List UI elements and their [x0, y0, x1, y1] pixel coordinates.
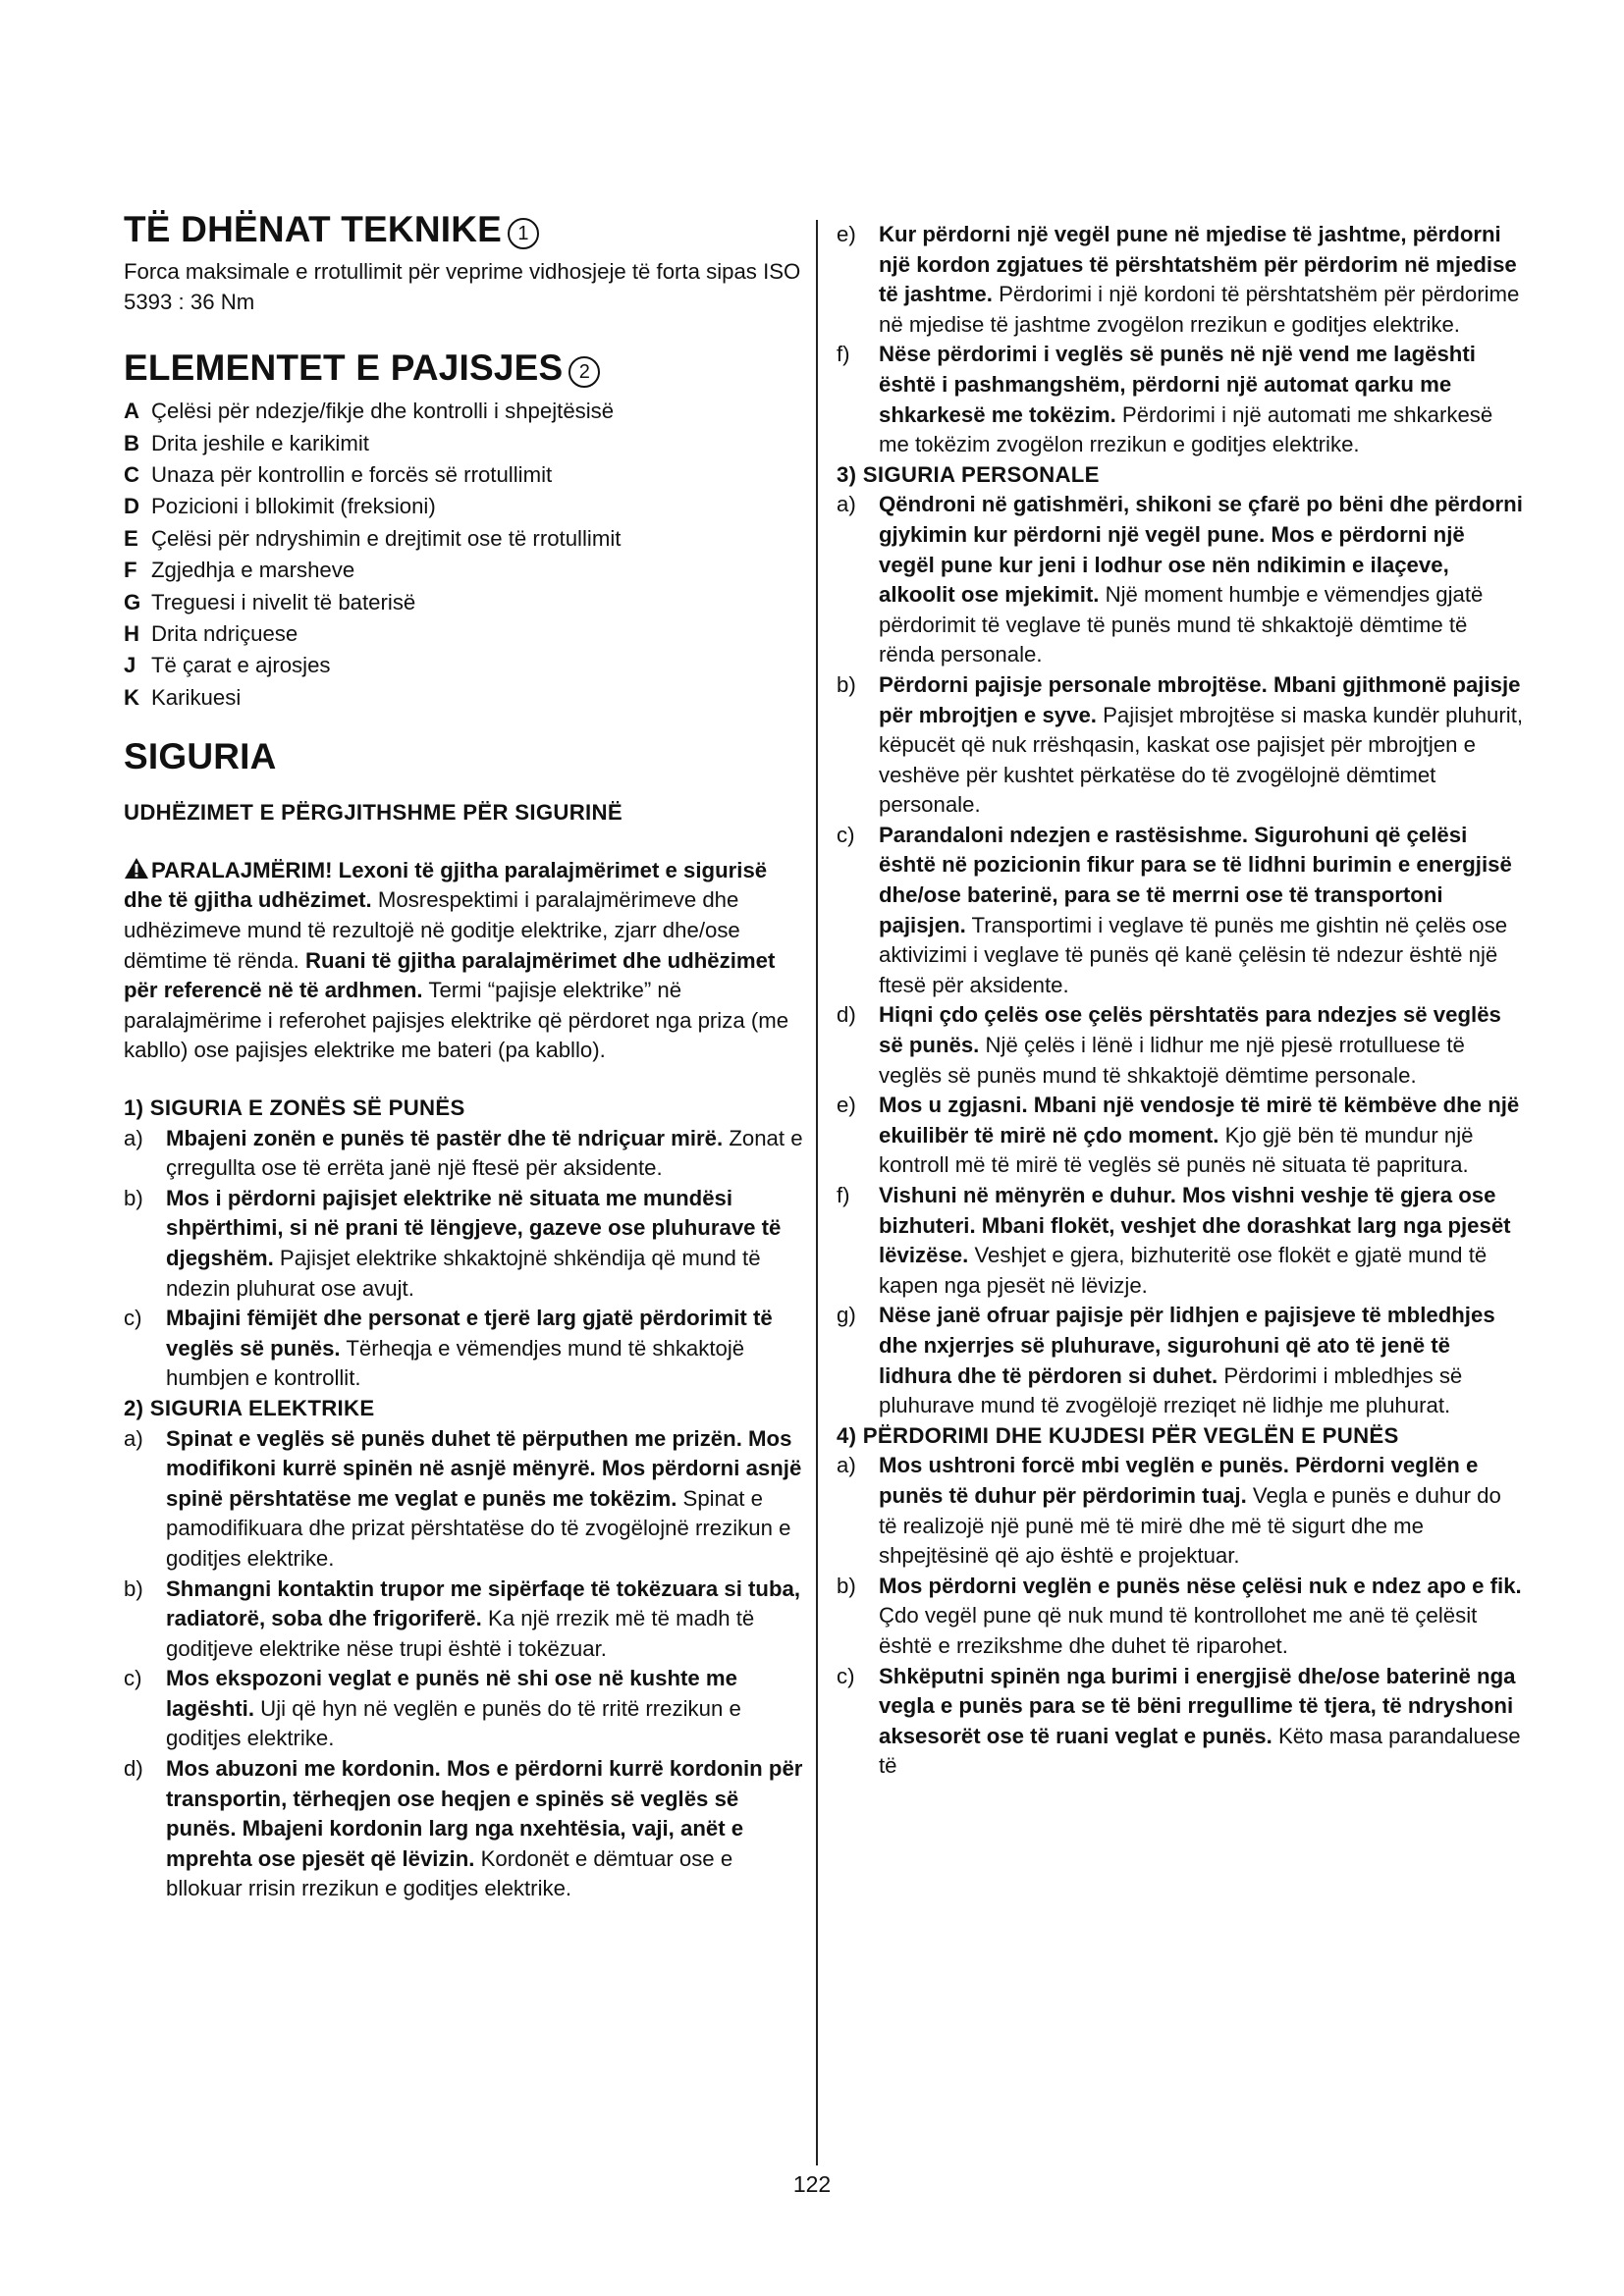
item-label: b) — [837, 671, 856, 697]
legend-text: Pozicioni i bllokimit (freksioni) — [151, 494, 436, 519]
legend-letter: C — [124, 462, 140, 487]
item-label: c) — [837, 822, 855, 847]
legend-letter: D — [124, 494, 140, 519]
warning-text: Mosrespektimi i paralajmërimeve dhe udhëzimeve mund të rezultojë në goditje elektrike, zjarr dhe/ose dëmtime të rënda. — [124, 887, 740, 973]
column-divider — [816, 220, 818, 2165]
list-item — [837, 220, 1524, 340]
legend-item — [124, 650, 811, 681]
item-bold-text: Qëndroni në gatishmëri, shikoni se çfarë po bëni dhe përdorni gjykimin kur përdorni një vegël pune. Mos e përdorni një vegël pune kur jeni i lodhur ose nën ndikimin e ilaçeve, alkoolit ose mjekimit. — [879, 492, 1523, 608]
item-bold-text: Shkëputni spinën nga burimi i energjisë dhe/ose baterinë nga vegla e punës para se të bëni rregullime të tjera, të ndryshoni aksesorët ose të ruani veglat e punës. — [879, 1663, 1516, 1748]
warning-bold-2: Ruani të gjitha paralajmërimet dhe udhëzimet për referencë në të ardhmen. — [124, 947, 776, 1003]
list-item — [837, 1662, 1524, 1782]
elements-heading — [124, 347, 811, 390]
item-bold-text: Mos ekspozoni veglat e punës në shi ose në kushte me lagështi. — [166, 1666, 737, 1721]
item-label: e) — [837, 1093, 856, 1118]
technical-data-heading — [124, 208, 811, 251]
item-text: Çdo vegël pune që nuk mund të kontrollohet me anë të çelësit është e rrezikshme dhe duhet të riparohet. — [879, 1603, 1478, 1658]
figure-ref-badge: 2 — [568, 356, 600, 388]
list-item — [124, 1575, 811, 1665]
item-label: a) — [124, 1425, 143, 1451]
item-label: b) — [837, 1573, 856, 1598]
list-item — [837, 1451, 1524, 1571]
item-text: Veshjet e gjera, bizhuteritë ose flokët e gjatë mund të kapen nga pjesët në lëvizje. — [879, 1243, 1488, 1298]
legend-item — [124, 555, 811, 586]
list-item — [837, 1181, 1524, 1301]
elements-heading-text: ELEMENTET E PAJISJES — [124, 347, 564, 389]
item-label: c) — [124, 1666, 142, 1691]
list-item — [124, 1424, 811, 1575]
warning-bold: PARALAJMËRIM! Lexoni të gjitha paralajmërimet e sigurisë dhe të gjitha udhëzimet. — [124, 857, 768, 913]
item-bold-text: Kur përdorni një vegël pune në mjedise të jashtme, përdorni një kordon zgjatues të përshtatshëm për përdorim në mjedise të jashtme. — [879, 222, 1517, 307]
list-item — [124, 1124, 811, 1184]
legend-letter: E — [124, 525, 138, 551]
item-label: c) — [124, 1306, 142, 1331]
item-bold-text: Nëse janë ofruar pajisje për lidhjen e pajisjeve të mbledhjes dhe nxjerrjes së pluhurave, sigurohuni që ato të jenë të lidhura dhe të përdoren si duhet. — [879, 1303, 1495, 1388]
item-bold-text: Mbajini fëmijët dhe personat e tjerë larg gjatë përdorimit të veglës së punës. — [166, 1306, 773, 1361]
general-safety-heading: UDHËZIMET E PËRGJITHSHME PËR SIGURINË — [124, 800, 623, 826]
item-bold-text: Hiqni çdo çelës ose çelës përshtatës para ndezjes së veglës së punës. — [879, 1002, 1501, 1058]
list-item — [837, 1000, 1524, 1091]
use-care-list — [837, 1451, 1524, 1782]
legend-letter: B — [124, 430, 140, 455]
legend-text: Treguesi i nivelit të baterisë — [151, 589, 416, 614]
item-text: Vegla e punës e duhur do të realizojë një punë më të mirë dhe më të sigurt dhe me shpejtësinë që ajo është e projektuar. — [879, 1482, 1501, 1569]
item-bold-text: Spinat e veglës së punës duhet të përputhen me prizën. Mos modifikoni kurrë spinën në asnjë mënyrë. Mos përdorni asnjë spinë përshtatëse me veglat e punës me tokëzim. — [166, 1425, 802, 1511]
item-label: e) — [837, 222, 856, 246]
legend-item — [124, 396, 811, 427]
item-label: a) — [124, 1125, 143, 1150]
warning-text-2: Termi “pajisje elektrike” në paralajmërime i referohet pajisjes elektrike që përdoret nga priza (me kabllo) ose pajisjes elektrike me bateri (pa kabllo). — [124, 978, 789, 1063]
item-text: Përdorimi i një kordoni të përshtatshëm për përdorime në mjedise të jashtme zvogëlon rrezikun e goditjes elektrike. — [879, 282, 1520, 337]
list-item — [124, 1184, 811, 1304]
work-area-heading: 1) SIGURIA E ZONËS SË PUNËS — [124, 1095, 465, 1120]
item-text: Tërheqja e vëmendjes mund të shkaktojë humbjen e kontrollit. — [166, 1335, 745, 1391]
item-bold-text: Përdorni pajisje personale mbrojtëse. Mbani gjithmonë pajisje për mbrojtjen e syve. — [879, 671, 1521, 727]
legend-letter: K — [124, 684, 140, 710]
legend-letter: G — [124, 589, 141, 614]
legend-letter: F — [124, 558, 137, 583]
item-bold-text: Shmangni kontaktin trupor me sipërfaqe të tokëzuara si tuba, radiatorë, soba dhe frigoriferë. — [166, 1575, 801, 1631]
safety-heading: SIGURIA — [124, 736, 277, 777]
item-text: Zonat e çrregullta ose të errëta janë një ftesë për aksidente. — [166, 1125, 803, 1181]
item-bold-text: Vishuni në mënyrën e duhur. Mos vishni veshje të gjera ose bizhuteri. Mbani flokët, veshjet dhe dorashkat larg nga pjesët lëvizëse. — [879, 1183, 1511, 1268]
item-text: Përdorimi i një automati me shkarkesë me tokëzim zvogëlon rrezikun e goditjes elektrike. — [879, 401, 1493, 457]
list-item — [837, 670, 1524, 821]
item-text: Ka një rrezik më të madh të goditjeve elektrike nëse trupi është i tokëzuar. — [166, 1606, 755, 1661]
list-item — [837, 340, 1524, 459]
list-item — [837, 1572, 1524, 1662]
item-text: Pajisjet mbrojtëse si maska kundër pluhurit, këpucët që nuk rrëshqasin, kaskat ose pajisjet për mbrojtjen e veshëve për kushtet përkatëse do të zvogëlojnë dëmtimet personale. — [879, 702, 1524, 818]
warning-paragraph — [124, 856, 811, 1066]
legend-text: Të çarat e ajrosjes — [151, 653, 331, 678]
legend-item — [124, 523, 811, 555]
legend-text: Karikuesi — [151, 684, 242, 710]
item-label: f) — [837, 342, 850, 367]
right-column — [837, 220, 1524, 1782]
list-item — [124, 1754, 811, 1904]
list-item — [837, 821, 1524, 1001]
item-text: Kordonët e dëmtuar ose e bllokuar rrisin rrezikun e goditjes elektrike. — [166, 1845, 733, 1901]
legend-letter: H — [124, 621, 140, 647]
personal-safety-list — [837, 490, 1524, 1420]
legend-text: Unaza për kontrollin e forcës së rrotullimit — [151, 462, 553, 487]
elements-legend — [124, 396, 811, 714]
item-label: d) — [837, 1002, 856, 1028]
technical-data-text: Forca maksimale e rrotullimit për veprime vidhosjeje të forta sipas ISO 5393 : 36 Nm — [124, 259, 801, 314]
item-text: Përdorimi i mbledhjes së pluhurave mund të zvogëlojë rreziqet në lidhje me pluhurat. — [879, 1362, 1463, 1418]
item-text: Një moment humbje e vëmendjes gjatë përdorimit të veglave të punës mund të shkaktojë dëmtime të rënda personale. — [879, 582, 1484, 667]
warning-triangle-icon — [124, 857, 149, 880]
legend-item — [124, 587, 811, 618]
legend-text: Çelësi për ndryshimin e drejtimit ose të rrotullimit — [151, 525, 622, 551]
legend-item — [124, 459, 811, 491]
item-label: d) — [124, 1756, 143, 1782]
item-bold-text: Mos ushtroni forcë mbi veglën e punës. Përdorni veglën e punës të duhur për përdorimin tuaj. — [879, 1453, 1479, 1508]
legend-text: Zgjedhja e marsheve — [151, 558, 355, 583]
list-item — [837, 1091, 1524, 1181]
list-item — [837, 1301, 1524, 1420]
item-bold-text: Mos u zgjasni. Mbani një vendosje të mirë të këmbëve dhe një ekuilibër të mirë në çdo moment. — [879, 1093, 1520, 1148]
item-label: b) — [124, 1575, 143, 1601]
electrical-list-continued — [837, 220, 1524, 460]
legend-item — [124, 618, 811, 650]
item-text: Këto masa parandaluese të — [879, 1723, 1521, 1779]
left-column — [124, 208, 811, 1904]
item-bold-text: Mos abuzoni me kordonin. Mos e përdorni kurrë kordonin për transportin, tërheqjen ose heqjen e spinës së veglës së punës. Mbajeni kordonin larg nga nxehtësia, vaji, anët e mprehta ose pjesët që lëvizin. — [166, 1756, 803, 1871]
list-item — [124, 1664, 811, 1754]
item-label: a) — [837, 492, 856, 517]
item-text: Një çelës i lënë i lidhur me një pjesë rrotulluese të veglës së punës mund të shkaktojë dëmtime personale. — [879, 1033, 1465, 1088]
item-label: c) — [837, 1663, 855, 1688]
item-text: Pajisjet elektrike shkaktojnë shkëndija që mund të ndezin pluhurat ose avujt. — [166, 1245, 761, 1301]
item-bold-text: Mos përdorni veglën e punës nëse çelësi nuk e ndez apo e fik. — [879, 1573, 1522, 1598]
item-text: Uji që hyn në veglën e punës do të rritë rrezikun e goditjes elektrike. — [166, 1695, 741, 1751]
personal-safety-heading: 3) SIGURIA PERSONALE — [837, 461, 1100, 487]
item-bold-text: Nëse përdorimi i veglës së punës në një vend me lagështi është i pashmangshëm, përdorni një automat qarku me shkarkesë me tokëzim. — [879, 342, 1476, 427]
technical-data-heading-text: TË DHËNAT TEKNIKE — [124, 209, 503, 249]
item-label: f) — [837, 1183, 850, 1207]
legend-item — [124, 682, 811, 714]
legend-text: Drita ndriçuese — [151, 621, 298, 647]
item-bold-text: Mbajeni zonën e punës të pastër dhe të ndriçuar mirë. — [166, 1125, 724, 1150]
legend-text: Drita jeshile e karikimit — [151, 430, 369, 455]
item-bold-text: Mos i përdorni pajisjet elektrike në situata me mundësi shpërthimi, si në prani të lëngjeve, gazeve ose pluhurave të djegshëm. — [166, 1185, 782, 1270]
legend-item — [124, 491, 811, 522]
item-text: Kjo gjë bën të mundur një kontroll më të mirë të veglës së punës në situata të papritura. — [879, 1122, 1474, 1178]
legend-letter: A — [124, 399, 140, 424]
work-area-list — [124, 1124, 811, 1394]
electrical-heading: 2) SIGURIA ELEKTRIKE — [124, 1395, 375, 1420]
legend-letter: J — [124, 653, 136, 678]
figure-ref-badge: 1 — [508, 218, 539, 249]
item-bold-text: Parandaloni ndezjen e rastësishme. Sigurohuni që çelësi është në pozicionin fikur para se të lidhni burimin e energjisë dhe/ose baterinë, para se të merrni ose të transportoni pajisjen. — [879, 822, 1512, 937]
list-item — [837, 490, 1524, 670]
list-item — [124, 1304, 811, 1394]
use-care-heading: 4) PËRDORIMI DHE KUJDESI PËR VEGLËN E PUNËS — [837, 1422, 1399, 1448]
electrical-list — [124, 1424, 811, 1905]
item-text: Transportimi i veglave të punës me gishtin në çelës ose aktivizimi i veglave të punës që kanë çelësin të ndezur është një ftesë për aksidente. — [879, 912, 1508, 997]
item-label: b) — [124, 1185, 143, 1210]
legend-item — [124, 428, 811, 459]
item-text: Spinat e pamodifikuara dhe prizat përshtatëse do të zvogëlojnë rrezikun e goditjes elektrike. — [166, 1485, 791, 1571]
page-number: 122 — [792, 2171, 832, 2197]
item-label: g) — [837, 1303, 856, 1328]
legend-text: Çelësi për ndezje/fikje dhe kontrolli i shpejtësisë — [151, 399, 615, 424]
item-label: a) — [837, 1453, 856, 1478]
